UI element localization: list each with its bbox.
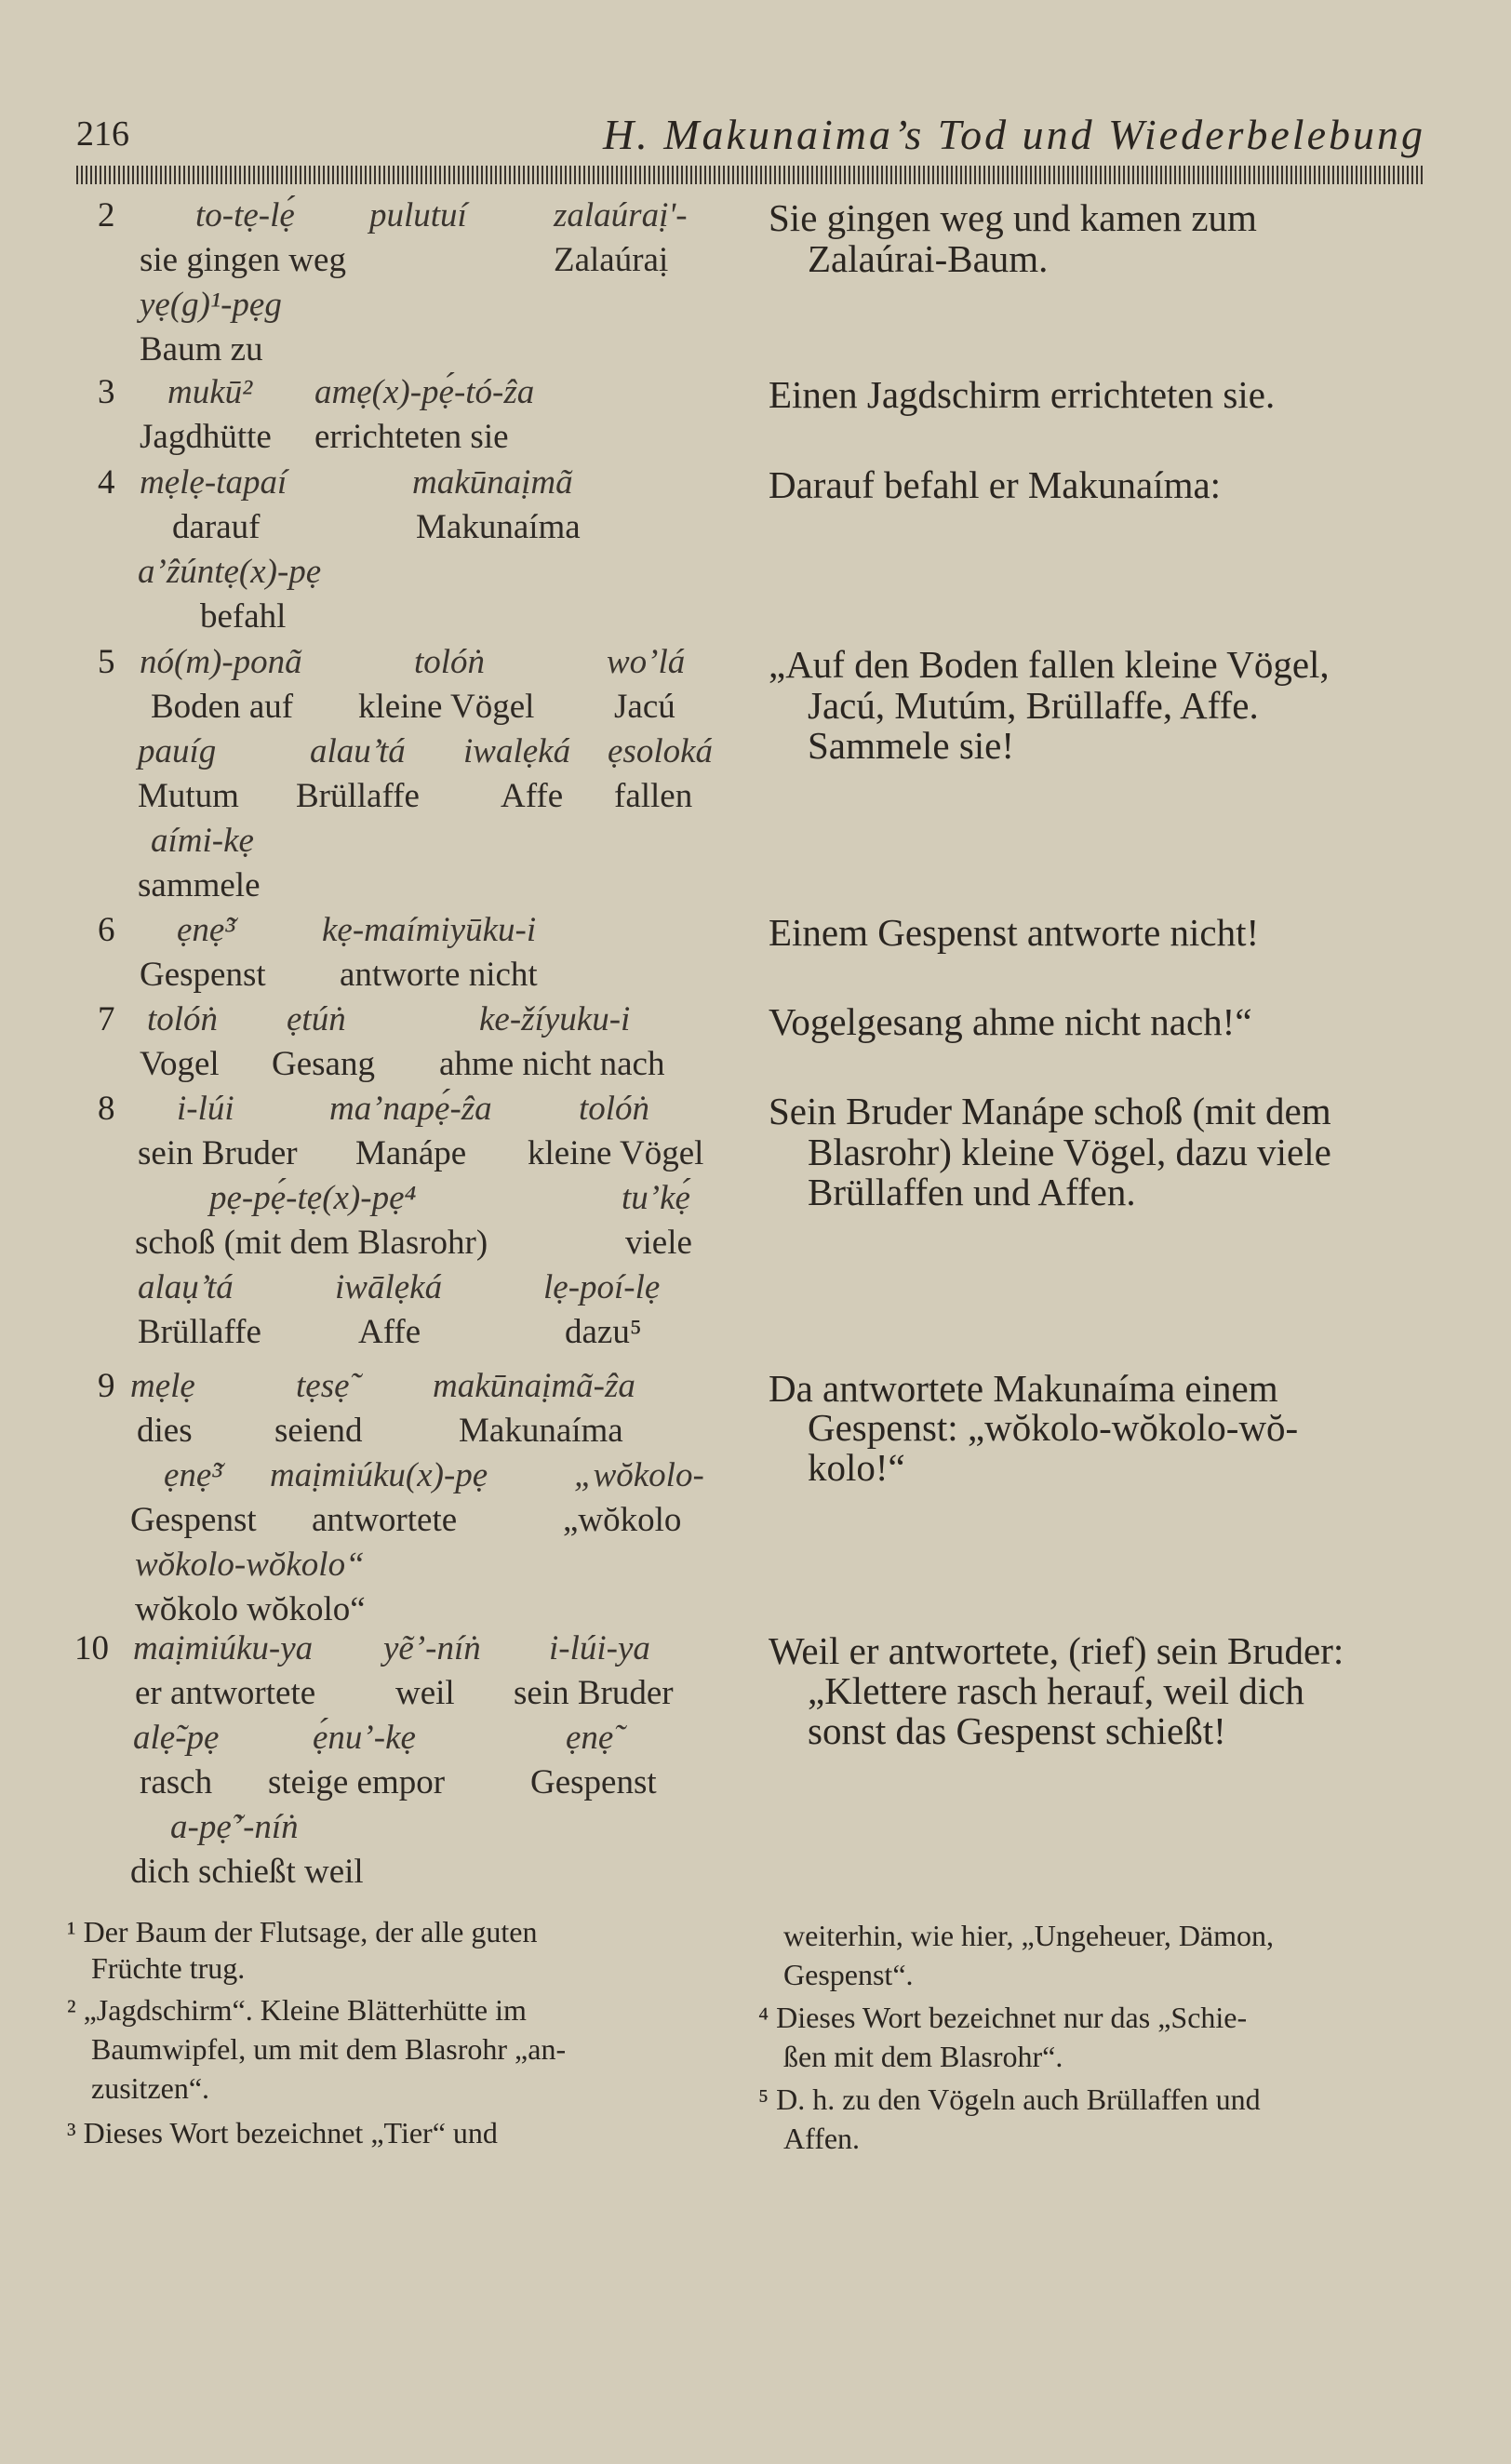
native-word: i-lúi <box>177 1090 234 1128</box>
gloss-word: schoß (mit dem Blasrohr) <box>135 1224 488 1262</box>
gloss-word: rasch <box>140 1763 213 1801</box>
gloss-word: dich schießt weil <box>130 1853 364 1891</box>
gloss-word: antwortete <box>312 1501 458 1539</box>
verse-number: 9 <box>98 1367 115 1405</box>
native-word: lẹ-poí-lẹ <box>543 1268 661 1306</box>
translation-line: Zalaúrai-Baum. <box>808 237 1049 280</box>
gloss-word: errichteten sie <box>314 418 509 456</box>
native-word: ẹnẹ̃³ <box>177 911 235 949</box>
gloss-word: Vogel <box>140 1045 220 1083</box>
native-word: alaụ’tá <box>138 1268 234 1306</box>
verse-number: 7 <box>98 1000 115 1038</box>
translation-line: kolo!“ <box>808 1446 905 1489</box>
native-word: tolóṅ <box>147 1000 219 1038</box>
footnote-left: Baumwipfel, um mit dem Blasrohr „an- <box>91 2032 567 2066</box>
native-word: a’ẑúntẹ(x)-pẹ <box>138 553 322 591</box>
translation-line: Sie gingen weg und kamen zum <box>769 196 1257 239</box>
gloss-word: sie gingen weg <box>140 241 346 279</box>
page-header <box>76 110 1425 166</box>
gloss-word: Boden auf <box>151 688 294 726</box>
footnote-left: ³ Dieses Wort bezeichnet „Tier“ und <box>67 2116 498 2149</box>
header-rule <box>76 166 1424 184</box>
gloss-word: Brüllaffe <box>138 1313 261 1351</box>
gloss-word: er antwortete <box>135 1674 316 1712</box>
footnote-left: ² „Jagdschirm“. Kleine Blätterhütte im <box>67 1993 527 2027</box>
translation-line: sonst das Gespenst schießt! <box>808 1709 1226 1752</box>
gloss-word: dies <box>137 1412 193 1450</box>
footnote-right: Gespenst“. <box>783 1958 914 1991</box>
footnote-right: Affen. <box>783 2122 861 2155</box>
native-word: aími-kẹ <box>151 822 254 860</box>
native-word: to-tẹ-lẹ́ <box>195 196 295 234</box>
translation-line: Einen Jagdschirm errichteten sie. <box>769 373 1276 416</box>
gloss-word: dazu⁵ <box>565 1313 642 1351</box>
native-word: a-pẹ̃’-níṅ <box>170 1808 299 1846</box>
verse-number: 4 <box>98 463 115 502</box>
translation-line: Da antwortete Makunaíma einem <box>769 1367 1278 1410</box>
running-title: H. Makunaima’s Tod und Wiederbelebung <box>602 111 1425 158</box>
native-word: iwālẹká <box>335 1268 443 1306</box>
native-word: tẹsẹ̃ <box>296 1367 350 1405</box>
native-word: ẹtúṅ <box>287 1000 346 1038</box>
gloss-word: Gesang <box>272 1045 375 1083</box>
footnote-right: ⁵ D. h. zu den Vögeln auch Brüllaffen und <box>758 2082 1261 2116</box>
gloss-word: wŏkolo wŏkolo“ <box>135 1590 366 1628</box>
translation-line: Brüllaffen und Affen. <box>808 1171 1136 1213</box>
gloss-word: Gespenst <box>130 1501 257 1539</box>
native-word: maịmiúku-ya <box>133 1629 314 1667</box>
native-word: alẹ̃-pẹ <box>133 1719 220 1757</box>
native-word: pauíg <box>138 732 217 770</box>
verse-number: 8 <box>98 1090 115 1128</box>
gloss-word: Affe <box>501 777 564 815</box>
gloss-word: Makunaíma <box>416 508 581 546</box>
native-word: tu’kẹ́ <box>622 1179 690 1217</box>
native-word: kẹ-maímiyūku-i <box>322 911 537 949</box>
translation-line: Darauf befahl er Makunaíma: <box>769 463 1222 506</box>
translation-line: „Auf den Boden fallen kleine Vögel, <box>769 643 1330 686</box>
native-word: tolóṅ <box>579 1090 650 1128</box>
gloss-word: ahme nicht nach <box>439 1045 665 1083</box>
gloss-word: Gespenst <box>530 1763 657 1801</box>
native-word: ẹnẹ̃ <box>566 1719 614 1757</box>
native-word: wo’lá <box>607 643 686 681</box>
native-word: i-lúi-ya <box>549 1629 650 1667</box>
verse-number: 5 <box>98 643 115 681</box>
footnote-right: weiterhin, wie hier, „Ungeheuer, Dämon, <box>783 1919 1275 1952</box>
native-word: mukū² <box>167 373 253 411</box>
gloss-word: Manápe <box>355 1134 467 1172</box>
gloss-word: Jacú <box>614 688 675 726</box>
gloss-word: steige empor <box>268 1763 446 1801</box>
native-word: nó(m)-ponã <box>140 643 302 681</box>
page-number: 216 <box>76 114 129 154</box>
gloss-word: sein Bruder <box>138 1134 298 1172</box>
native-word: makūnaịmã-ẑa <box>433 1367 635 1405</box>
gloss-word: darauf <box>172 508 261 546</box>
translation-line: Blasrohr) kleine Vögel, dazu viele <box>808 1131 1331 1173</box>
native-word: „wŏkolo- <box>574 1456 704 1494</box>
gloss-word: Gespenst <box>140 956 266 994</box>
translation-line: Weil er antwortete, (rief) sein Bruder: <box>769 1629 1344 1672</box>
gloss-word: seiend <box>274 1412 363 1450</box>
native-word: ẹnẹ̃³ <box>164 1456 222 1494</box>
native-word: maịmiúku(x)-pẹ <box>270 1456 488 1494</box>
native-word: iwalẹká <box>463 732 571 770</box>
gloss-word: „wŏkolo <box>563 1501 682 1539</box>
native-word: yẹ(g)¹-pẹg <box>140 286 282 324</box>
gloss-word: kleine Vögel <box>358 688 535 726</box>
gloss-word: Mutum <box>138 777 239 815</box>
footnote-left: zusitzen“. <box>91 2071 210 2105</box>
gloss-word: Affe <box>358 1313 421 1351</box>
translation-line: Jacú, Mutúm, Brüllaffe, Affe. <box>808 684 1259 727</box>
footnote-right: ⁴ Dieses Wort bezeichnet nur das „Schie- <box>758 2001 1248 2034</box>
gloss-word: antworte nicht <box>340 956 538 994</box>
native-word: alau’tá <box>310 732 406 770</box>
native-word: mẹlẹ-tapaí <box>140 463 287 502</box>
native-word: yẽ’-níṅ <box>383 1629 481 1667</box>
gloss-word: Baum zu <box>140 330 263 368</box>
gloss-word: fallen <box>614 777 693 815</box>
native-word: pulutuí <box>369 196 467 234</box>
native-word: ẹsoloká <box>608 732 714 770</box>
gloss-word: sammele <box>138 866 261 904</box>
gloss-word: Brüllaffe <box>296 777 420 815</box>
translation-line: „Klettere rasch herauf, weil dich <box>808 1669 1304 1712</box>
footnote-left: ¹ Der Baum der Flutsage, der alle guten <box>67 1915 538 1948</box>
gloss-word: Makunaíma <box>459 1412 623 1450</box>
verse-number: 2 <box>98 196 115 234</box>
verse-number: 10 <box>74 1629 109 1667</box>
native-word: zalaúraịʹ- <box>554 196 688 234</box>
translation-line: Sein Bruder Manápe schoß (mit dem <box>769 1090 1331 1132</box>
translation-line: Vogelgesang ahme nicht nach!“ <box>769 1000 1252 1043</box>
translation-line: Gespenst: „wŏkolo-wŏkolo-wŏ- <box>808 1406 1299 1449</box>
native-word: tolóṅ <box>414 643 486 681</box>
gloss-word: befahl <box>200 597 287 636</box>
verse-number: 6 <box>98 911 115 949</box>
gloss-word: sein Bruder <box>514 1674 674 1712</box>
gloss-word: Zalaúraị <box>554 241 669 279</box>
gloss-word: Jagdhütte <box>140 418 272 456</box>
translation-line: Einem Gespenst antworte nicht! <box>769 911 1260 954</box>
footnote-right: ßen mit dem Blasrohr“. <box>783 2040 1063 2073</box>
native-word: ẹ́nu’-kẹ <box>313 1719 416 1757</box>
verse-number: 3 <box>98 373 115 411</box>
native-word: pẹ-pẹ́-tẹ(x)-pẹ⁴ <box>209 1179 417 1217</box>
gloss-word: viele <box>625 1224 692 1262</box>
gloss-word: weil <box>395 1674 455 1712</box>
footnote-left: Früchte trug. <box>91 1951 246 1985</box>
native-word: ma’napẹ́-ẑa <box>329 1090 492 1128</box>
gloss-word: kleine Vögel <box>528 1134 704 1172</box>
translation-line: Sammele sie! <box>808 724 1015 767</box>
native-word: amẹ(x)-pẹ́-tó-ẑa <box>314 373 535 411</box>
native-word: ke-žíyuku-i <box>479 1000 631 1038</box>
native-word: wŏkolo-wŏkolo“ <box>135 1546 365 1584</box>
native-word: makūnaịmã <box>412 463 573 502</box>
native-word: mẹlẹ <box>130 1367 195 1405</box>
